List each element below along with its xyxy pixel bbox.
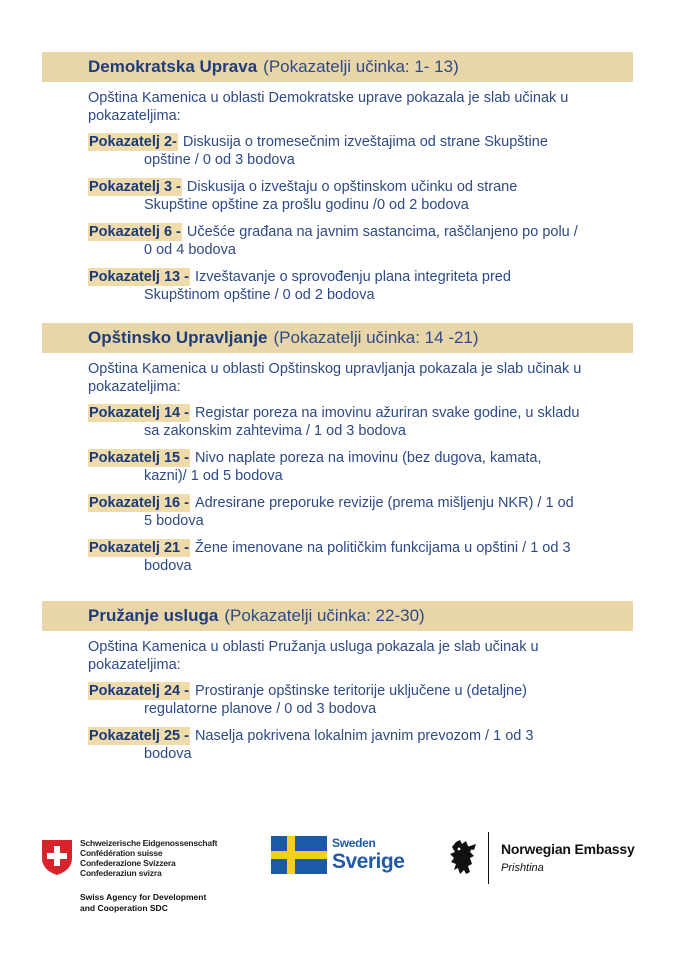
section-intro: Opština Kamenica u oblasti Opštinskog upravljanja pokazala je slab učinak u pokazateljima:	[88, 361, 582, 395]
indicator-label: Pokazatelj 2-	[89, 134, 177, 150]
swiss-confederation-names	[80, 838, 217, 878]
indicator-text-cont: bodova	[144, 558, 192, 574]
indicator-item	[88, 727, 633, 763]
indicator-item	[88, 449, 633, 485]
embassy-name: Norwegian Embassy	[501, 841, 635, 857]
indicator-text-cont: regulatorne planove / 0 od 3 bodova	[144, 701, 377, 717]
indicator-text: Registar poreza na imovinu ažuriran svake godine, u skladu	[194, 405, 580, 421]
section-intro: Opština Kamenica u oblasti Demokratske uprave pokazala je slab učinak u pokazateljima:	[88, 90, 569, 124]
section-intro: Opština Kamenica u oblasti Pružanja usluga pokazala je slab učinak u pokazateljima:	[88, 639, 539, 673]
swiss-agency-line2: and Cooperation SDC	[80, 903, 168, 913]
swiss-name-rm: Confederaziun svizra	[80, 868, 162, 878]
section-subtitle: (Pokazatelji učinka: 22-30)	[224, 606, 425, 625]
swiss-name-de: Schweizerische Eidgenossenschaft	[80, 838, 218, 848]
indicator-list	[88, 682, 633, 763]
swedish-flag-icon	[271, 836, 327, 874]
indicator-text-cont: 5 bodova	[144, 513, 204, 529]
norwegian-embassy-logo	[446, 832, 646, 888]
indicator-text-cont: 0 od 4 bodova	[144, 242, 236, 258]
swiss-name-it: Confederazione Svizzera	[80, 858, 176, 868]
norwegian-lion-icon	[446, 838, 478, 878]
indicator-text: Prostiranje opštinske teritorije uključene u (detaljne)	[194, 683, 527, 699]
indicator-text: Adresirane preporuke revizije (prema mišljenju NKR) / 1 od	[194, 495, 574, 511]
section-header	[42, 52, 633, 82]
indicator-label: Pokazatelj 24 -	[89, 683, 189, 699]
indicator-item	[88, 682, 633, 718]
section-title: Pružanje usluga	[88, 606, 219, 625]
indicator-text: Diskusija o tromesečnim izveštajima od strane Skupštine	[182, 134, 548, 150]
indicator-label: Pokazatelj 16 -	[89, 495, 189, 511]
swiss-agency-name	[80, 892, 206, 914]
indicator-text-cont: sa zakonskim zahtevima / 1 od 3 bodova	[144, 423, 406, 439]
indicator-text: Naselja pokrivena lokalnim javnim prevozom / 1 od 3	[194, 728, 534, 744]
indicator-label: Pokazatelj 14 -	[89, 405, 189, 421]
section-subtitle: (Pokazatelji učinka: 14 -21)	[273, 328, 479, 347]
section-subtitle: (Pokazatelji učinka: 1- 13)	[263, 57, 459, 76]
indicator-text: Nivo naplate poreza na imovinu (bez dugova, kamata,	[194, 450, 542, 466]
sverige-label: Sverige	[332, 850, 405, 873]
section-municipal-management	[42, 323, 633, 584]
indicator-label: Pokazatelj 15 -	[89, 450, 189, 466]
indicator-text-cont: kazni)/ 1 od 5 bodova	[144, 468, 283, 484]
indicator-text: Učešće građana na javnim sastancima, raščlanjeno po polu /	[186, 224, 578, 240]
indicator-label: Pokazatelj 3 -	[89, 179, 181, 195]
indicator-item	[88, 539, 633, 575]
indicator-text-cont: Skupštine opštine za prošlu godinu /0 od 2 bodova	[144, 197, 469, 213]
indicator-item	[88, 268, 633, 304]
indicator-item	[88, 223, 633, 259]
indicator-text: Izveštavanje o sprovođenju plana integriteta pred	[194, 269, 511, 285]
divider	[488, 832, 489, 884]
indicator-text: Diskusija o izveštaju o opštinskom učinku od strane	[186, 179, 518, 195]
sweden-label: Sweden	[332, 836, 376, 850]
indicator-label: Pokazatelj 13 -	[89, 269, 189, 285]
swiss-name-fr: Confédération suisse	[80, 848, 163, 858]
indicator-text: Žene imenovane na političkim funkcijama u opštini / 1 od 3	[194, 540, 571, 556]
indicator-item	[88, 133, 633, 169]
indicator-label: Pokazatelj 25 -	[89, 728, 189, 744]
embassy-city: Prishtina	[501, 862, 544, 874]
sweden-logo	[271, 836, 421, 884]
section-header	[42, 323, 633, 353]
swiss-agency-line1: Swiss Agency for Development	[80, 892, 207, 902]
indicator-item	[88, 178, 633, 214]
swiss-shield-icon	[40, 838, 74, 876]
swiss-sdc-logo	[40, 836, 280, 926]
section-title: Demokratska Uprava	[88, 57, 258, 76]
indicator-label: Pokazatelj 21 -	[89, 540, 189, 556]
section-header	[42, 601, 633, 631]
section-democratic-governance	[42, 52, 633, 313]
section-service-delivery	[42, 601, 633, 772]
indicator-item	[88, 494, 633, 530]
indicator-item	[88, 404, 633, 440]
indicator-label: Pokazatelj 6 -	[89, 224, 181, 240]
section-title: Opštinsko Upravljanje	[88, 328, 268, 347]
indicator-text-cont: bodova	[144, 746, 192, 762]
indicator-list	[88, 404, 633, 575]
indicator-list	[88, 133, 633, 304]
indicator-text-cont: Skupštinom opštine / 0 od 2 bodova	[144, 287, 375, 303]
indicator-text-cont: opštine / 0 od 3 bodova	[144, 152, 295, 168]
